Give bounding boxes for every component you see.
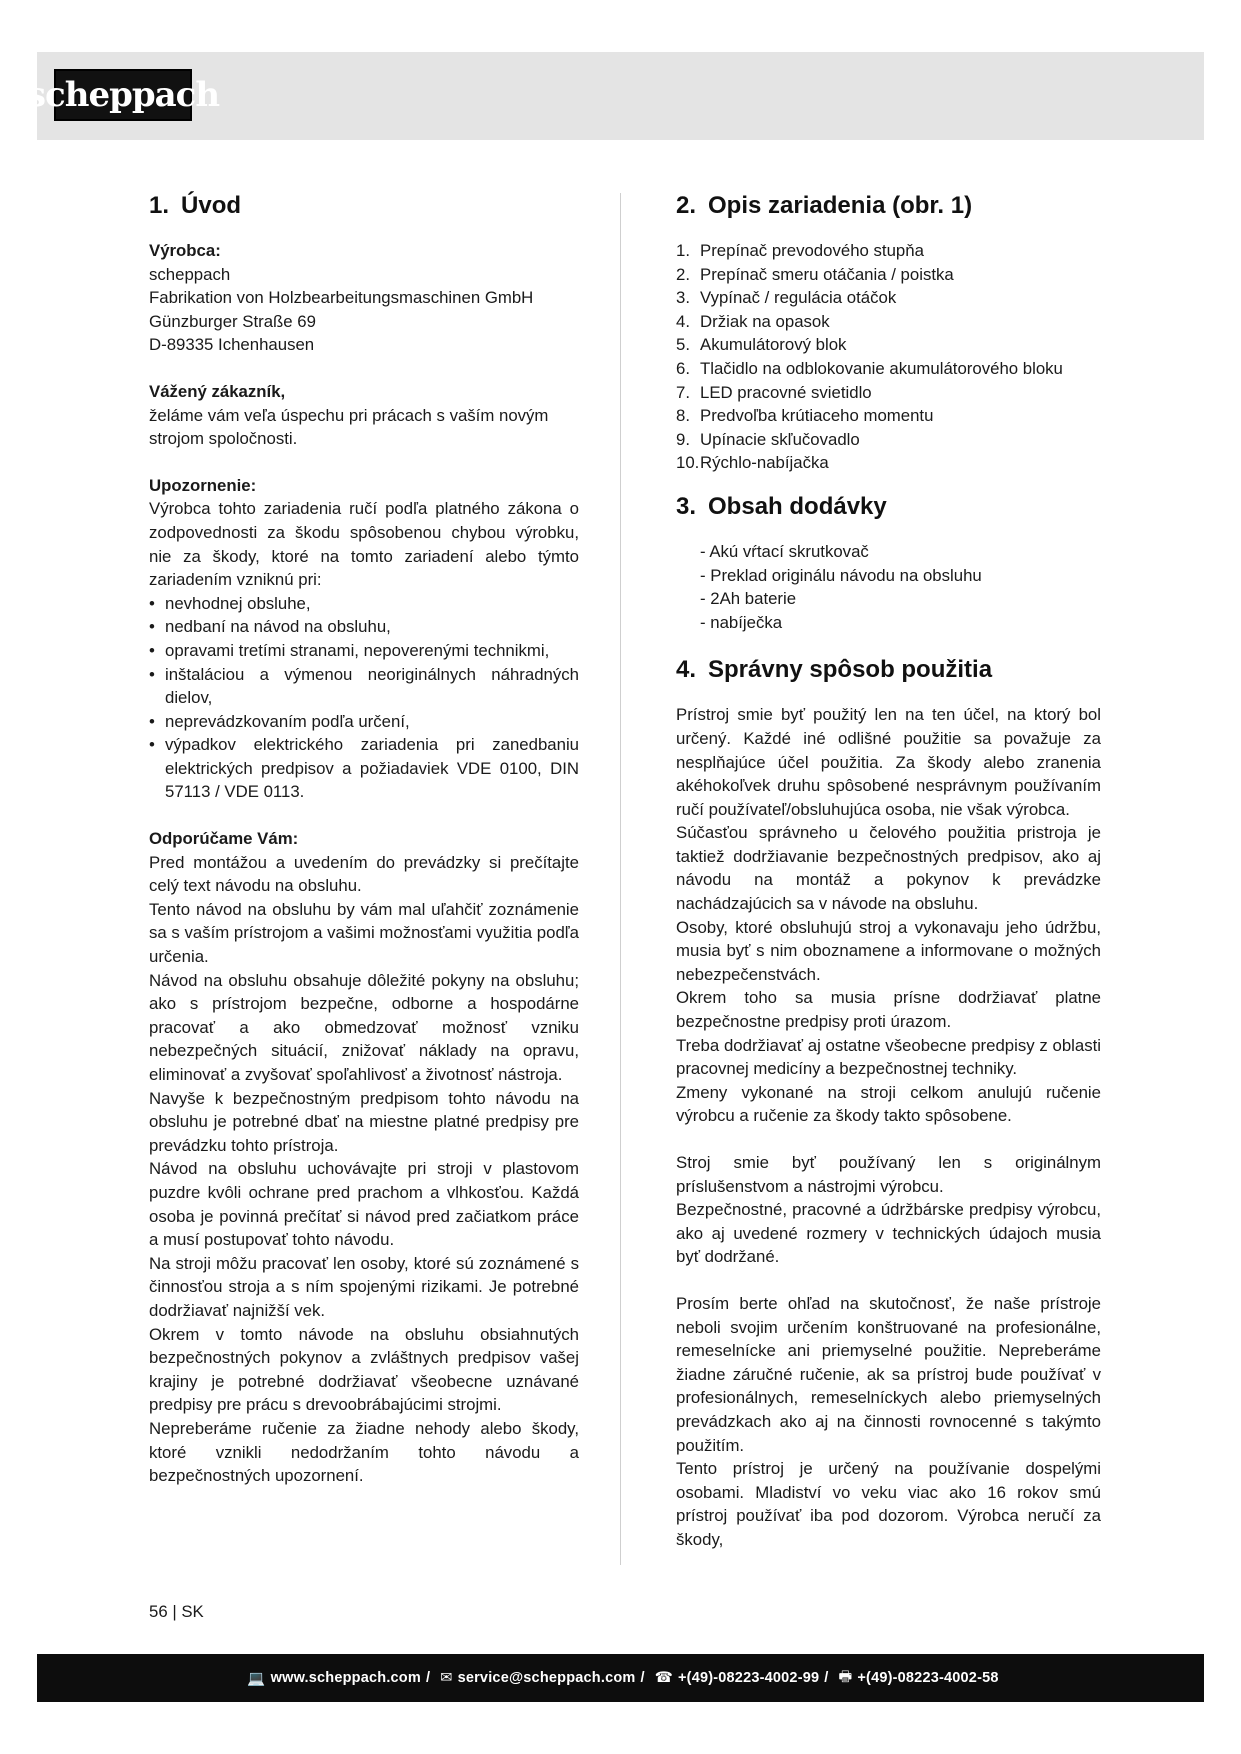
paragraph: Navyše k bezpečnostným predpisom tohto návodu na obsluhu je potrebné dbať na miestne platné predpisy pre prevádzku tohto prístroja. <box>149 1088 579 1155</box>
paragraph: Nepreberáme ručenie za žiadne nehody alebo škody, ktoré vznikli nedodržaním tohto návodu a bezpečnostných upozornení. <box>149 1418 579 1486</box>
list-item: 10. Rýchlo-nabíjačka <box>676 453 829 473</box>
paragraph: Prosím berte ohľad na skutočnosť, že naše prístroje neboli svojim určením konštruované na profesionálne, remeselnícke ani priemyselné použitie. Nepreberáme žiadne záručné ručenie, ak sa prístroj bude používať v profesionálnych, remeselníckych alebo priemyselných prevádzkach ako aj na činnosti rovnocenné s takýmto použitím. <box>676 1293 1101 1455</box>
list-item: 4. Držiak na opasok <box>676 311 830 331</box>
footer-web[interactable]: www.scheppach.com <box>270 1670 421 1686</box>
paragraph: Prístroj smie byť použitý len na ten účel, na ktorý bol určený. Každé iné odlišné použitie sa považuje za nesplňajúce účel použitia. Za škody alebo zranenia akéhokoľvek druhu spôsobené nesprávnym používaním ručí používateľ/obsluhujúca osoba, nie však výrobca. <box>676 705 1101 819</box>
manufacturer-line: D-89335 Ichenhausen <box>149 335 315 355</box>
greeting-label: Vážený zákazník, <box>149 381 286 401</box>
brand-logo: scheppach <box>54 69 192 121</box>
list-item: 3. Vypínač / regulácia otáčok <box>676 288 897 308</box>
list-item: 2. Prepínač smeru otáčania / poistka <box>676 264 954 284</box>
column-divider <box>620 193 621 1565</box>
usage-group <box>676 703 1101 1128</box>
section-title-usage: 4. Správny spôsob použitia <box>676 656 993 684</box>
list-item: 5. Akumulátorový blok <box>676 335 847 355</box>
manufacturer-line: Günzburger Straße 69 <box>149 311 316 331</box>
footer-bar: 💻 www.scheppach.com / ✉ service@scheppach.com / ☎ +(49)-08223-4002-99 / 🖶 +(49)-08223-4002-58 <box>37 1654 1204 1702</box>
section-title-description: 2. Opis zariadenia (obr. 1) <box>676 192 973 219</box>
paragraph: Zmeny vykonané na stroji celkom anulujú ručenie výrobcu a ručenie za škody takto spôsobene. <box>676 1082 1101 1126</box>
notice-text: Výrobca tohto zariadenia ručí podľa platného zákona o zodpovednosti za škodu spôsobenou chybou výrobku, nie za škody, ktoré na tomto zariadení alebo týmto zariadením vzniknú pri: <box>149 499 579 590</box>
web-icon: 💻 <box>247 1670 266 1687</box>
paragraph: Na stroji môžu pracovať len osoby, ktoré sú zoznámené s činnosťou stroja a s ním spojenými rizikami. Je potrebné dodržiavať najnižší vek. <box>149 1253 579 1320</box>
manufacturer-line: scheppach <box>149 264 231 284</box>
greeting-text: želáme vám veľa úspechu pri prácach s vaším novým strojom spoločnosti. <box>149 405 549 449</box>
notice-block <box>149 474 579 804</box>
mail-icon: ✉ <box>440 1670 453 1686</box>
list-item: • neprevádzkovaním podľa určení, <box>149 710 579 734</box>
manufacturer-block <box>149 239 579 357</box>
paragraph: Návod na obsluhu uchovávajte pri stroji v plastovom puzdre kvôli ochrane pred prachom a vlhkosťou. Každá osoba je povinná prečítať si návod pred začiatkom práce a musí postupovať tohto návodu. <box>149 1159 579 1250</box>
manufacturer-label: Výrobca: <box>149 241 221 260</box>
usage-group <box>676 1292 1101 1552</box>
footer-fax: +(49)-08223-4002-58 <box>857 1670 999 1686</box>
list-item: 6. Tlačidlo na odblokovanie akumulátorového bloku <box>676 358 1063 378</box>
list-item: 8. Predvoľba krútiaceho momentu <box>676 406 934 426</box>
phone-icon: ☎ <box>654 1670 673 1686</box>
left-column <box>149 190 579 1488</box>
list-item: • inštaláciou a výmenou neoriginálnych náhradných dielov, <box>149 663 579 710</box>
paragraph: Súčasťou správneho u čelového použitia pristroja je taktiež dodržiavanie bezpečnostných predpisov, ako aj návodu na montáž a pokynov k prevádzke nachádzajúcich sa v návode na obsluhu. <box>676 823 1101 914</box>
paragraph: Okrem toho sa musia prísne dodržiavať platne bezpečnostne predpisy proti úrazom. <box>676 988 1101 1032</box>
recommend-label: Odporúčame Vám: <box>149 829 299 849</box>
paragraph: Okrem v tomto návode na obsluhu obsiahnutých bezpečnostných pokynov a zvláštnych predpisov vašej krajiny je potrebné dodržiavať všeobecne uznávané predpisy pre prácu s drevoobrábajúcimi strojmi. <box>149 1324 579 1415</box>
paragraph: Pred montážou a uvedením do prevádzky si prečítajte celý text návodu na obsluhu. <box>149 852 579 896</box>
page-number: 56 | SK <box>149 1602 204 1621</box>
fax-icon: 🖶 <box>838 1668 853 1685</box>
paragraph: Osoby, ktoré obsluhujú stroj a vykonavaju jeho údržbu, musia byť s nim oboznamene a informovane o možných nebezpečenstvách. <box>676 917 1101 984</box>
footer-phone: +(49)-08223-4002-99 <box>678 1670 820 1686</box>
list-item: - Akú vŕtací skrutkovač <box>700 541 869 561</box>
manufacturer-line: Fabrikation von Holzbearbeitungsmaschinen GmbH <box>149 288 534 308</box>
paragraph: Stroj smie byť používaný len s originálnym príslušenstvom a nástrojmi výrobcu. <box>676 1153 1101 1196</box>
section-title-intro: 1. Úvod <box>149 192 242 219</box>
list-item: 1. Prepínač prevodového stupňa <box>676 241 924 260</box>
greeting-block <box>149 380 579 451</box>
paragraph: Treba dodržiavať aj ostatne všeobecne predpisy z oblasti pracovnej medicíny a bezpečnostnej techniky. <box>676 1035 1101 1079</box>
section-title-delivery: 3. Obsah dodávky <box>676 492 887 520</box>
delivery-list <box>700 540 1101 634</box>
paragraph: Tento prístroj je určený na používanie dospelými osobami. Mladiství vo veku viac ako 16 rokov smú prístroj používať iba pod dozorom. Výrobca neručí za škody, <box>676 1459 1101 1549</box>
paragraph: Návod na obsluhu obsahuje dôležité pokyny na obsluhu; ako s prístrojom bezpečne, odborne a hospodárne pracovať a ako obmedzovať možnosť vzniku nebezpečných situácií, znižovať náklady na opravu, eliminovať a zvyšovať spoľahlivosť a životnosť nástroja. <box>149 970 579 1084</box>
list-item: 7. LED pracovné svietidlo <box>676 382 872 402</box>
list-item: - nabíječka <box>700 612 783 632</box>
footer-email[interactable]: service@scheppach.com <box>457 1670 636 1686</box>
notice-list <box>149 592 579 804</box>
list-item: • výpadkov elektrického zariadenia pri zanedbaniu elektrických predpisov a požiadaviek VDE 0100, DIN 57113 / VDE 0113. <box>149 733 579 804</box>
list-item: - Preklad originálu návodu na obsluhu <box>700 565 982 585</box>
right-column <box>676 190 1101 1552</box>
paragraph: Tento návod na obsluhu by vám mal uľahčiť zoznámenie sa s vaším prístrojom a vašimi možnosťami využitia podľa určenia. <box>149 899 579 967</box>
usage-group <box>676 1151 1101 1269</box>
list-item: • opravami tretími stranami, nepoverenými technikmi, <box>149 639 579 663</box>
list-item: • nevhodnej obsluhe, <box>149 592 579 616</box>
list-item: • nedbaní na návod na obsluhu, <box>149 615 579 639</box>
recommend-block <box>149 827 579 1488</box>
parts-list <box>676 239 1101 475</box>
paragraph: Bezpečnostné, pracovné a údržbárske predpisy výrobcu, ako aj uvedené rozmery v technických údajoch musia byť dodržané. <box>676 1200 1101 1267</box>
list-item: 9. Upínacie skľučovadlo <box>676 429 860 449</box>
list-item: - 2Ah baterie <box>700 589 797 609</box>
notice-label: Upozornenie: <box>149 475 257 495</box>
